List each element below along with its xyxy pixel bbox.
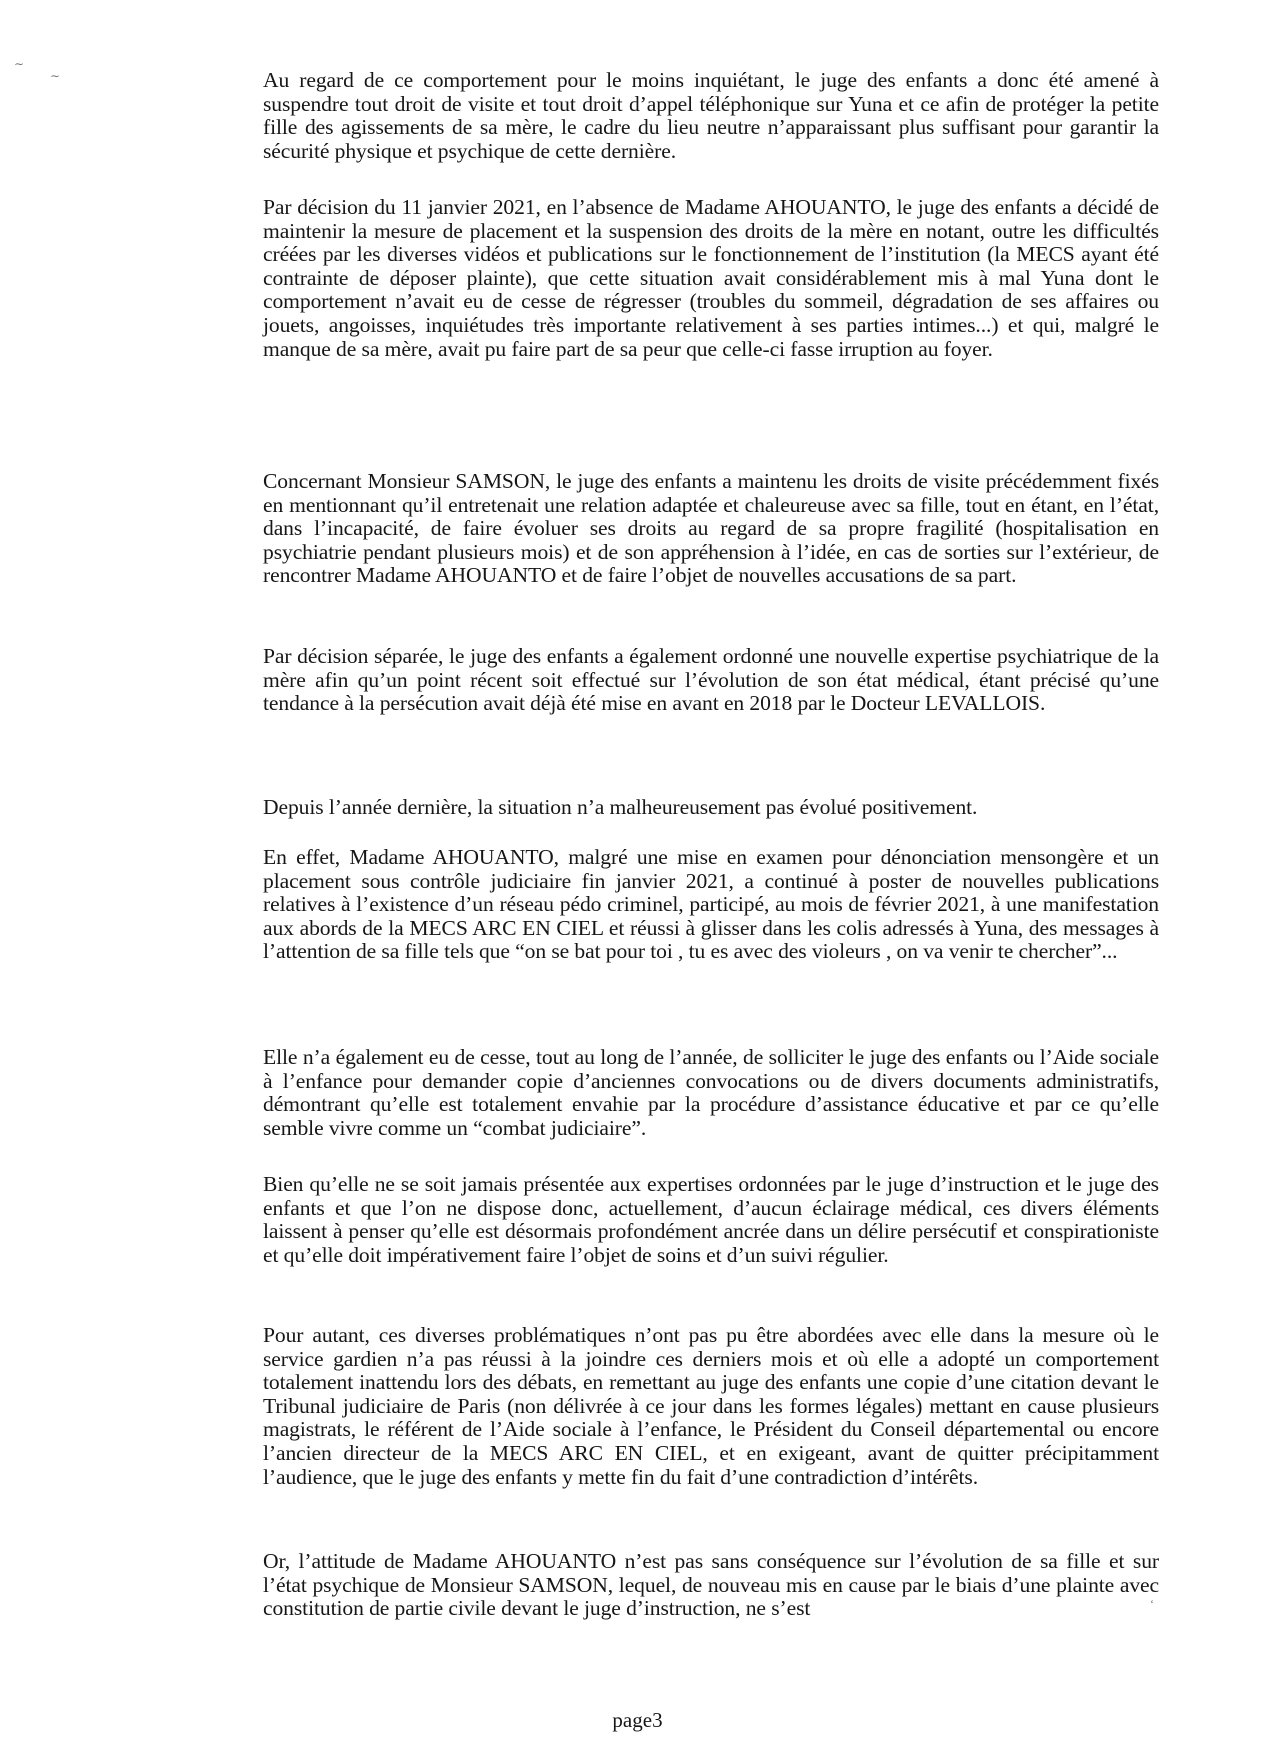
paragraph: Au regard de ce comportement pour le moins inquiétant, le juge des enfants a donc été amené à suspendre tout droit de visite et tout droit d’appel téléphonique sur Yuna et ce afin de protéger la petite fille des agissements de sa mère, le cadre du lieu neutre n’apparaissant plus suffisant pour garantir la sécurité physique et psychique de cette dernière. [263, 68, 1159, 163]
paragraph: Or, l’attitude de Madame AHOUANTO n’est pas sans conséquence sur l’évolution de sa fille et sur l’état psychique de Monsieur SAMSON, lequel, de nouveau mis en cause par le biais d’une plainte avec constitution de partie civile devant le juge d’instruction, ne s’est [263, 1549, 1159, 1621]
page-number: page3 [612, 1708, 663, 1732]
paragraph: Bien qu’elle ne se soit jamais présentée aux expertises ordonnées par le juge d’instruction et le juge des enfants et que l’on ne dispose donc, actuellement, d’aucun éclairage médical, ces divers éléments laissent à penser qu’elle est désormais profondément ancrée dans un délire persécutif et conspirationiste et qu’elle doit impérativement faire l’objet de soins et d’un suivi régulier. [263, 1172, 1159, 1267]
paragraph: Par décision du 11 janvier 2021, en l’absence de Madame AHOUANTO, le juge des enfants a décidé de maintenir la mesure de placement et la suspension des droits de la mère en notant, outre les difficultés créées par les diverses vidéos et publications sur le fonctionnement de l’institution (la MECS ayant été contrainte de déposer plainte), que cette situation avait considérablement mis à mal Yuna dont le comportement n’avait eu de cesse de régresser (troubles du sommeil, dégradation de ses affaires ou jouets, angoisses, inquiétudes très importante relativement à ses parties intimes...) et qui, malgré le manque de sa mère, avait pu faire part de sa peur que celle-ci fasse irruption au foyer. [263, 195, 1159, 361]
paragraph: Pour autant, ces diverses problématiques n’ont pas pu être abordées avec elle dans la mesure où le service gardien n’a pas réussi à la joindre ces derniers mois et où elle a adopté un comportement totalement inattendu lors des débats, en remettant au juge des enfants une copie d’une citation devant le Tribunal judiciaire de Paris (non délivrée à ce jour dans les formes légales) mettant en cause plusieurs magistrats, le référent de l’Aide sociale à l’enfance, le Président du Conseil départemental ou encore l’ancien directeur de la MECS ARC EN CIEL, et en exigeant, avant de quitter précipitamment l’audience, que le juge des enfants y mette fin du fait d’une contradiction d’intérêts. [263, 1323, 1159, 1489]
paragraph: Concernant Monsieur SAMSON, le juge des enfants a maintenu les droits de visite précédemment fixés en mentionnant qu’il entretenait une relation adaptée et chaleureuse avec sa fille, tout en étant, en l’état, dans l’incapacité, de faire évoluer ses droits au regard de sa propre fragilité (hospitalisation en psychiatrie pendant plusieurs mois) et de son appréhension à l’idée, en cas de sorties sur l’extérieur, de rencontrer Madame AHOUANTO et de faire l’objet de nouvelles accusations de sa part. [263, 469, 1159, 588]
paragraph: Depuis l’année dernière, la situation n’a malheureusement pas évolué positivement. [263, 795, 978, 819]
paragraph: Par décision séparée, le juge des enfants a également ordonné une nouvelle expertise psychiatrique de la mère afin qu’un point récent soit effectué sur l’évolution de son état médical, étant précisé qu’une tendance à la persécution avait déjà été mise en avant en 2018 par le Docteur LEVALLOIS. [263, 644, 1159, 716]
scan-speck: ∼ [50, 69, 61, 83]
scan-speck: ∼ [14, 57, 25, 71]
paragraph: En effet, Madame AHOUANTO, malgré une mise en examen pour dénonciation mensongère et un placement sous contrôle judiciaire fin janvier 2021, a continué à poster de nouvelles publications relatives à l’existence d’un réseau pédo criminel, participé, au mois de février 2021, à une manifestation aux abords de la MECS ARC EN CIEL et réussi à glisser dans les colis adressés à Yuna, des messages à l’attention de sa fille tels que “on se bat pour toi , tu es avec des violeurs , on va venir te chercher”... [263, 845, 1159, 964]
paragraph: Elle n’a également eu de cesse, tout au long de l’année, de solliciter le juge des enfants ou l’Aide sociale à l’enfance pour demander copie d’anciennes convocations ou de divers documents administratifs, démontrant qu’elle est totalement envahie par la procédure d’assistance éducative et par ce qu’elle semble vivre comme un “combat judiciaire”. [263, 1045, 1159, 1140]
scan-speck: ‘ [1150, 1597, 1154, 1611]
